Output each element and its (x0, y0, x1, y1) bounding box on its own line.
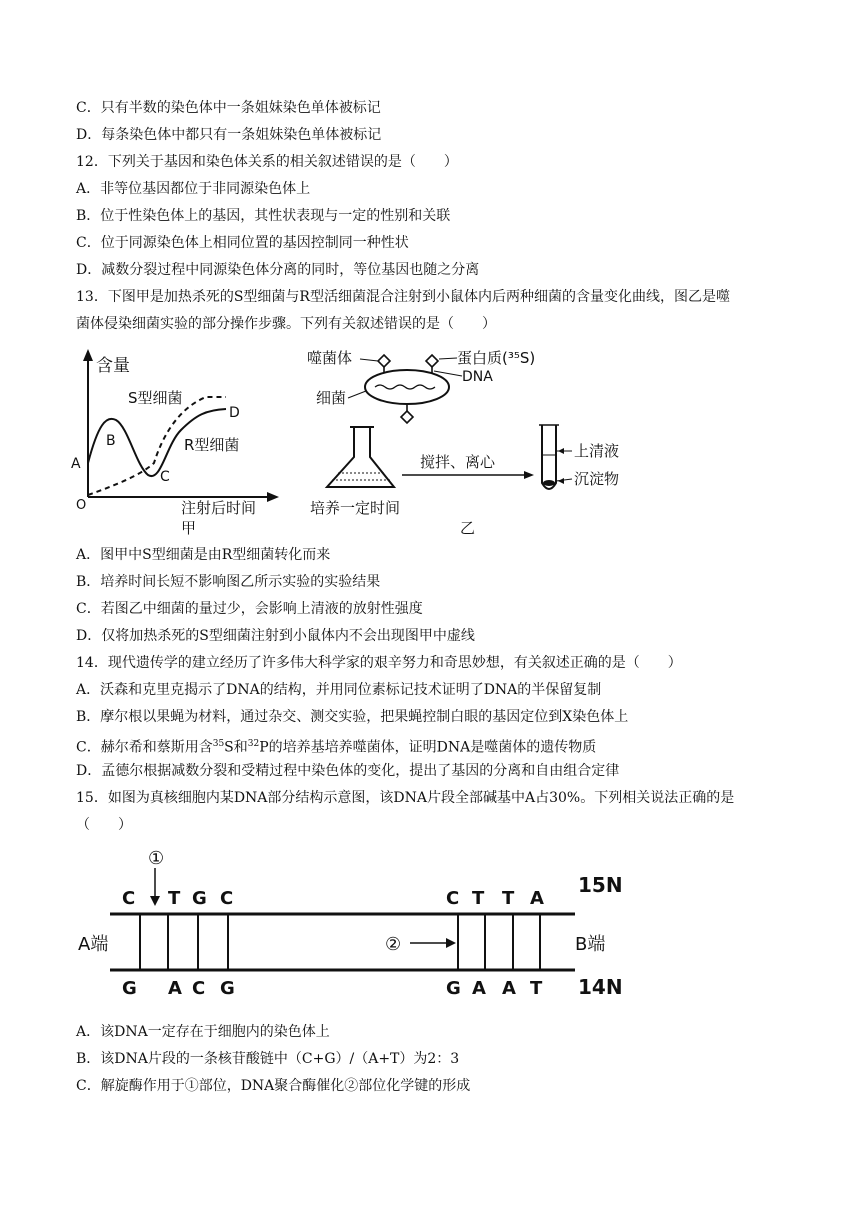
supernatant-label: 上清液 (574, 442, 620, 460)
point-c-label: C (160, 469, 170, 485)
step-label: 搅拌、离心 (420, 453, 496, 471)
phage-bottom-icon (401, 411, 413, 423)
bacterium-cell (365, 370, 449, 404)
q14-option-b: B．摩尔根以果蝇为材料，通过杂交、测交实验，把果蝇控制白眼的基因定位到X染色体上 (76, 709, 629, 725)
point-a-label: A (71, 456, 81, 472)
bacteria-label: 细菌 (316, 389, 347, 407)
n14-label: 14N (578, 975, 623, 999)
r-bacteria-label: R型细菌 (184, 436, 240, 454)
bottom-base: A (502, 978, 516, 999)
sediment-label: 沉淀物 (574, 470, 620, 488)
figure-jia-curve (66, 345, 296, 540)
figure-jia-caption: 甲 (181, 519, 197, 537)
q12-option-c: C．位于同源染色体上相同位置的基因控制同一种性状 (76, 235, 409, 251)
point-b-label: B (106, 433, 116, 449)
top-base: T (502, 888, 515, 909)
y-axis-label: 含量 (96, 356, 130, 376)
bottom-base: G (220, 978, 235, 999)
mark-2-label: ② (385, 934, 402, 955)
phage-left-icon (378, 355, 390, 367)
q15-option-c: C．解旋酶作用于①部位，DNA聚合酶催化②部位化学键的形成 (76, 1078, 471, 1094)
q13-stem-line2: 菌体侵染细菌实验的部分操作步骤。下列有关叙述错误的是（ ） (76, 316, 496, 332)
top-base: G (192, 888, 207, 909)
test-tube-icon (542, 425, 556, 489)
q12-option-a: A．非等位基因都位于非同源染色体上 (76, 181, 311, 197)
base-pair-rungs (140, 914, 540, 970)
bottom-base: T (530, 978, 543, 999)
q12-option-b: B．位于性染色体上的基因，其性状表现与一定的性别和关联 (76, 208, 451, 224)
q13-option-a: A．图甲中S型细菌是由R型细菌转化而来 (76, 547, 331, 563)
dna-label: DNA (462, 369, 493, 385)
q13-option-c: C．若图乙中细菌的量过少，会影响上清液的放射性强度 (76, 601, 423, 617)
culture-label: 培养一定时间 (310, 499, 401, 517)
phage-right-icon (426, 355, 438, 367)
figure-dna-structure (70, 842, 630, 1010)
point-d-label: D (229, 405, 240, 421)
q15-option-a: A．该DNA一定存在于细胞内的染色体上 (76, 1024, 330, 1040)
protein-label: 蛋白质(³⁵S) (457, 349, 536, 367)
culture-flask-icon (327, 427, 394, 487)
bottom-base: A (168, 978, 182, 999)
top-base: T (168, 888, 181, 909)
q14-stem: 14．现代遗传学的建立经历了许多伟大科学家的艰辛努力和奇思妙想，有关叙述正确的是（ ） (76, 655, 682, 671)
mark-1-label: ① (148, 848, 165, 869)
bottom-base: G (446, 978, 461, 999)
q15-stem-line2: （ ） (76, 817, 132, 833)
x-axis-label: 注射后时间 (181, 499, 257, 517)
bacterial-dna (375, 385, 435, 389)
q12-option-d: D．减数分裂过程中同源染色体分离的同时，等位基因也随之分离 (76, 262, 480, 278)
figure-yi-experiment (302, 345, 682, 540)
s-bacteria-label: S型细菌 (128, 389, 183, 407)
base-letters (122, 888, 544, 999)
q14-option-c: C．赫尔希和蔡斯用含$^{35}$S和$^{32}$P的培养基培养噬菌体，证明DNA是噬菌体的遗传物质 (76, 739, 597, 756)
bottom-base: C (192, 978, 206, 999)
q14-option-d: D．孟德尔根据减数分裂和受精过程中染色体的变化，提出了基因的分离和自由组合定律 (76, 763, 620, 779)
b-end-label: B端 (575, 934, 606, 955)
bottom-base: A (472, 978, 486, 999)
figure-yi-caption: 乙 (460, 519, 476, 537)
q15-stem-line1: 15．如图为真核细胞内某DNA部分结构示意图，该DNA片段全部碱基中A占30%。下列相关说法正确的是 (76, 790, 735, 806)
q12-stem: 12．下列关于基因和染色体关系的相关叙述错误的是（ ） (76, 154, 458, 170)
origin-label: O (76, 498, 87, 513)
top-base: C (446, 888, 460, 909)
q15-option-b: B．该DNA片段的一条核苷酸链中（C+G）/（A+T）为2：3 (76, 1051, 460, 1067)
q13-option-b: B．培养时间长短不影响图乙所示实验的实验结果 (76, 574, 381, 590)
y-axis-arrow (83, 349, 93, 361)
n15-label: 15N (578, 873, 623, 897)
top-base: T (472, 888, 485, 909)
top-base: C (122, 888, 136, 909)
x-axis-arrow (267, 492, 279, 502)
top-base: A (530, 888, 544, 909)
q13-option-d: D．仅将加热杀死的S型细菌注射到小鼠体内不会出现图甲中虚线 (76, 628, 475, 644)
phage-label: 噬菌体 (307, 349, 353, 367)
q11-option-c: C．只有半数的染色体中一条姐妹染色单体被标记 (76, 100, 381, 116)
a-end-label: A端 (78, 934, 109, 955)
q13-stem-line1: 13．下图甲是加热杀死的S型细菌与R型活细菌混合注射到小鼠体内后两种细菌的含量变化曲线，图乙是噬 (76, 289, 730, 305)
bottom-base: G (122, 978, 137, 999)
top-base: C (220, 888, 234, 909)
q14-option-a: A．沃森和克里克揭示了DNA的结构，并用同位素标记技术证明了DNA的半保留复制 (76, 682, 602, 698)
q11-option-d: D．每条染色体中都只有一条姐妹染色单体被标记 (76, 127, 382, 143)
